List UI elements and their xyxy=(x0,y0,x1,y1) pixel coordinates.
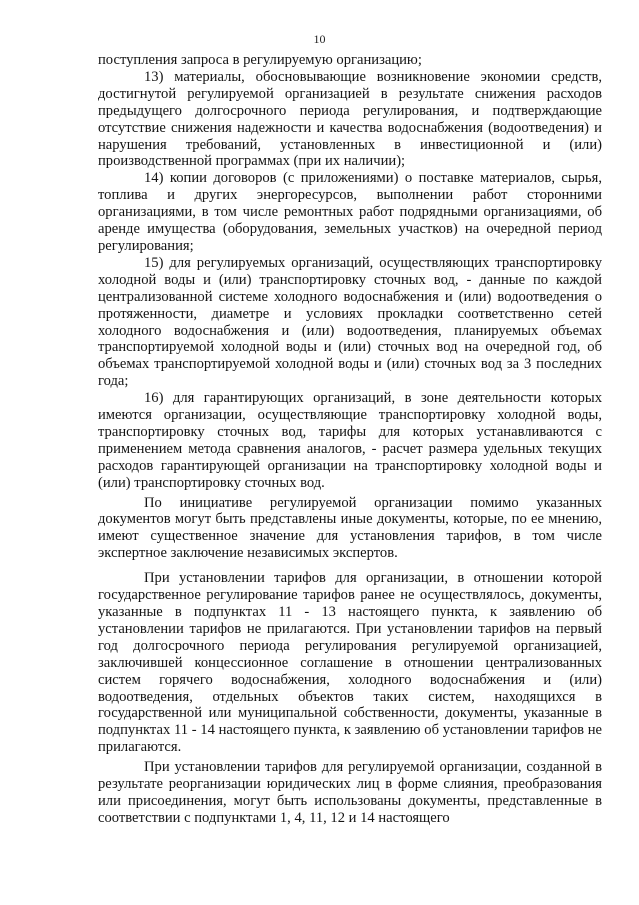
paragraph-item-15: 15) для регулируемых организаций, осуществляющих транспортировку холодной воды и (или) транспортировку сточных вод, - данные по каждой централизованной системе холодного водоснабжения и (или) водоотведения о протяженности, диаметре и условиях прокладки соответственно сетей холодного водоснабжения и (или) водоотведения, планируемых объемах транспортируемой холодной воды и (или) сточных вод на очередной год, об объемах транспортируемой холодной воды и (или) сточных вод за 3 последних года; xyxy=(98,254,602,390)
paragraph-item-16: 16) для гарантирующих организаций, в зоне деятельности которых имеются организации, осуществляющие транспортировку холодной воды, транспортировку сточных вод, тарифы для которых устанавливаются с применением метода сравнения аналогов, - расчет размера удельных текущих расходов гарантирующей организации на транспортировку холодной воды и (или) транспортировку сточных вод. xyxy=(98,390,602,491)
paragraph-additional-documents: По инициативе регулируемой организации помимо указанных документов могут быть представлены иные документы, которые, по ее мнению, имеют существенное значение для установления тарифов, в том числе экспертное заключение независимых экспертов. xyxy=(98,494,602,562)
paragraph-continuation: поступления запроса в регулируемую организацию; xyxy=(98,52,422,68)
paragraph-reorganized-organization: При установлении тарифов для регулируемой организации, созданной в результате реорганизации юридических лиц в форме слияния, преобразования или присоединения, могут быть использованы документы, представленные в соответствии с подпунктами 1, 4, 11, 12 и 14 настоящего xyxy=(98,759,602,826)
paragraph-new-organization-tariffs: При установлении тарифов для организации, в отношении которой государственное регулирование тарифов ранее не осуществлялось, документы, указанные в подпунктах 11 - 13 настоящего пункта, к заявлению об установлении тарифов не прилагаются. При установлении тарифов на первый год долгосрочного периода регулирования регулируемой организацией, заключившей концессионное соглашение в отношении централизованных систем горячего водоснабжения, холодного водоснабжения и (или) водоотведения, отдельных объектов таких систем, находящихся в государственной или муниципальной собственности, документы, указанные в подпунктах 11 - 14 настоящего пункта, к заявлению об установлении тарифов не прилагаются. xyxy=(98,570,602,756)
document-body xyxy=(98,52,602,827)
paragraph-item-14: 14) копии договоров (с приложениями) о поставке материалов, сырья, топлива и других энергоресурсов, выполнении работ сторонними организациями, в том числе ремонтных работ подрядными организациями, об аренде имущества (оборудования, земельных участков) на очередной период регулирования; xyxy=(98,170,602,254)
page-number: 10 xyxy=(313,32,326,46)
paragraph-item-13: 13) материалы, обосновывающие возникновение экономии средств, достигнутой регулируемой организацией в результате снижения расходов предыдущего долгосрочного периода регулирования, и подтверждающие отсутствие снижения надежности и качества водоснабжения (водоотведения) и нарушения требований, установленных в инвестиционной и (или) производственной программах (при их наличии); xyxy=(98,68,602,170)
